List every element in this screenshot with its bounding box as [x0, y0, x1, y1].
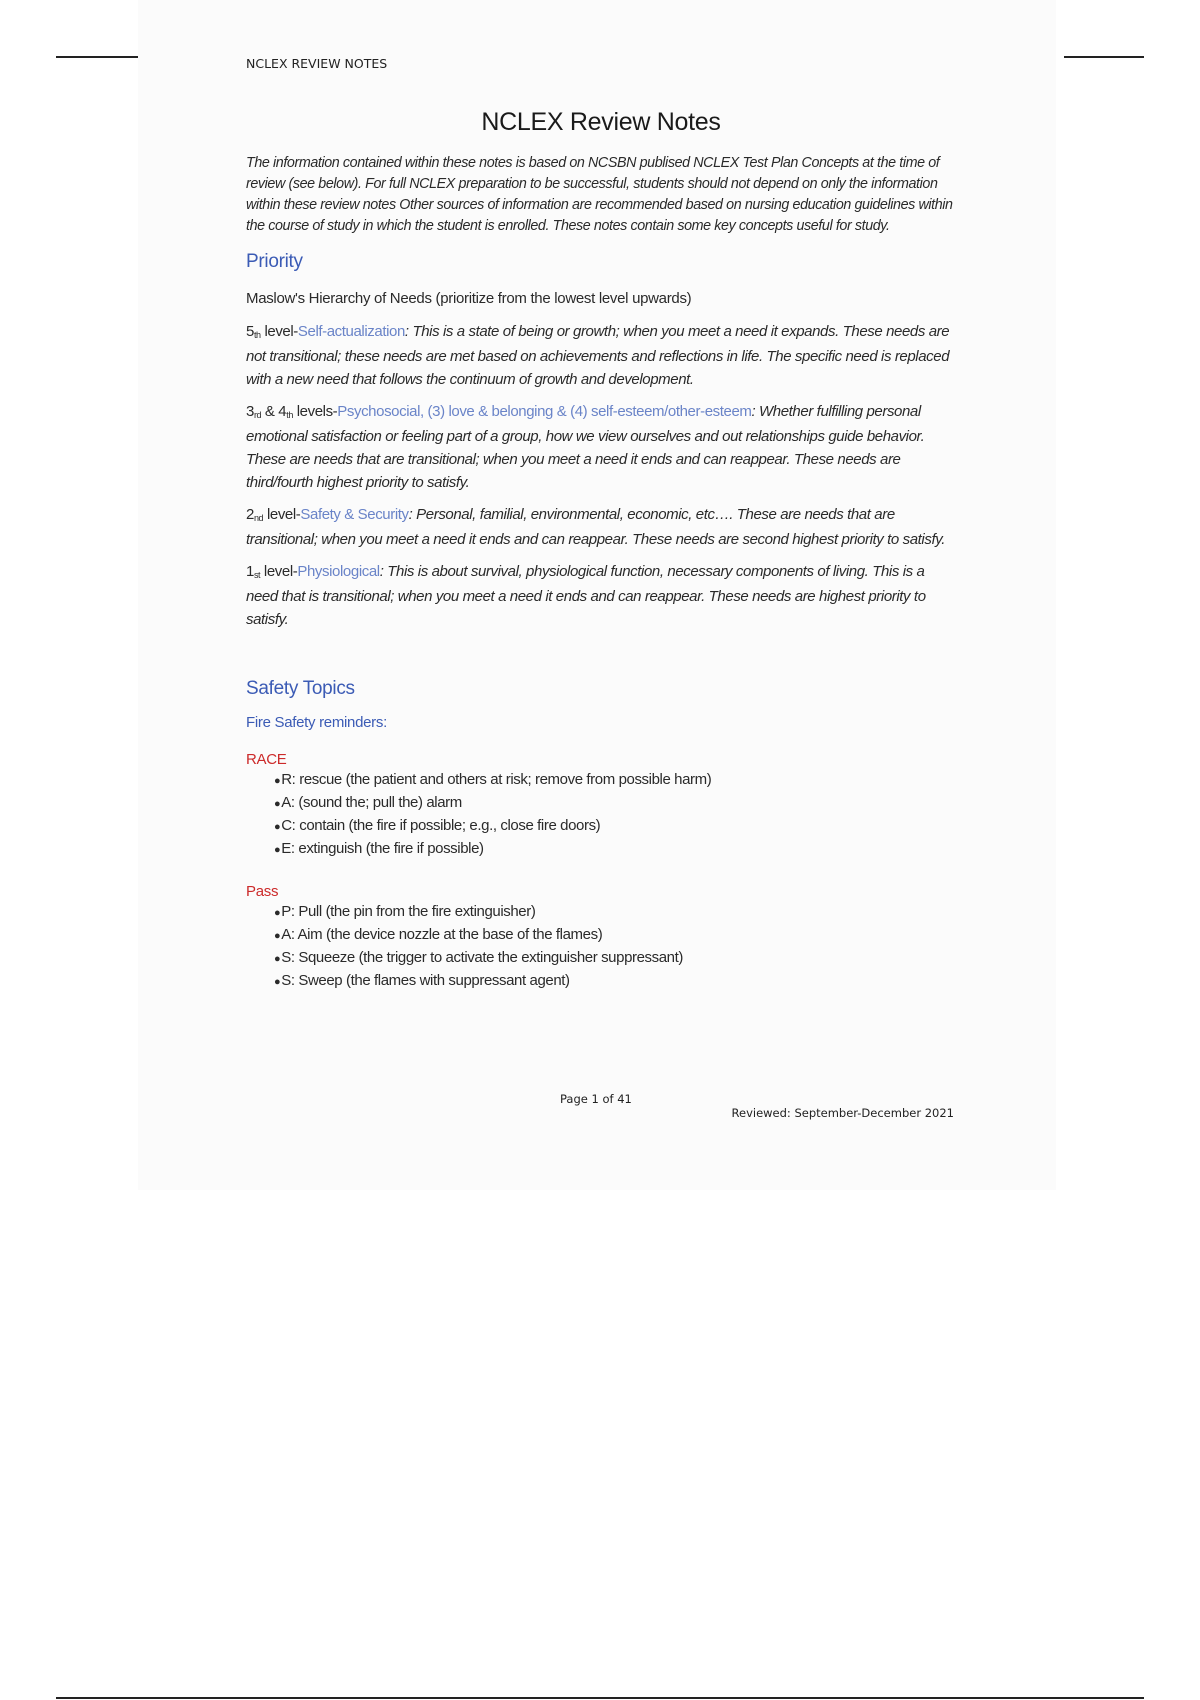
level-name: Self-actualization — [297, 323, 405, 340]
page-number: Page 1 of 41 — [560, 1092, 632, 1106]
level-2: 2nd level-Safety & Security: Personal, familial, environmental, economic, etc…. These are needs that are transitional; when you meet a need it ends and can reappear. These needs are second highest priority to satisfy. — [246, 506, 945, 548]
list-item: ●S: Squeeze (the trigger to activate the extinguisher suppressant) — [274, 949, 683, 966]
header-rule-right — [1064, 56, 1144, 58]
maslow-line: Maslow's Hierarchy of Needs (prioritize from the lowest level upwards) — [246, 290, 692, 307]
document-body — [246, 104, 956, 993]
level-1: 1st level-Physiological: This is about survival, physiological function, necessary components of living. This is a need that is transitional; when you meet a need it ends and can reappear. These needs are highest priority to satisfy. — [246, 563, 926, 628]
list-item: ●C: contain (the fire if possible; e.g., close fire doors) — [274, 817, 601, 834]
reviewed-date: Reviewed: September-December 2021 — [731, 1106, 954, 1120]
list-item: ●R: rescue (the patient and others at risk; remove from possible harm) — [274, 771, 712, 788]
running-header: NCLEX REVIEW NOTES — [246, 56, 388, 71]
list-item: ●S: Sweep (the flames with suppressant agent) — [274, 972, 570, 989]
header-rule-left — [56, 56, 138, 58]
pass-list — [246, 901, 956, 993]
intro-paragraph: The information contained within these notes is based on NCSBN publised NCLEX Test Plan Concepts at the time of review (see below). For full NCLEX preparation to be successful, students should not depend on only the information within these review notes Other sources of information are recommended based on nursing education guidelines within the course of study in which the student is enrolled. These notes contain some key concepts useful for study. — [246, 155, 953, 234]
fire-safety-subheading: Fire Safety reminders: — [246, 714, 387, 731]
pass-label: Pass — [246, 883, 279, 900]
level-name: Physiological — [297, 563, 380, 580]
level-5: 5th level-Self-actualization: This is a state of being or growth; when you meet a need it expands. These needs are not transitional; these needs are met based on achievements and reflections in life. The specific need is replaced with a new need that follows the continuum of growth and development. — [246, 323, 950, 388]
level-name: Safety & Security — [300, 506, 409, 523]
list-item: ●A: Aim (the device nozzle at the base of the flames) — [274, 926, 603, 943]
level-3-4: 3rd & 4th levels-Psychosocial, (3) love & belonging & (4) self-esteem/other-esteem: Whether fulfilling personal emotional satisfaction or feeling part of a group, how we view ourselves and out relationships guide behavior. These are needs that are transitional; when you meet a need it ends and can reappear. These needs are third/fourth highest priority to satisfy. — [246, 403, 925, 491]
footer-rule — [56, 1697, 1144, 1699]
level-name: Psychosocial, (3) love & belonging & (4) self-esteem/other-esteem — [337, 403, 752, 420]
race-list — [246, 769, 956, 861]
page-title: NCLEX Review Notes — [481, 108, 721, 136]
priority-heading: Priority — [246, 251, 303, 272]
race-label: RACE — [246, 751, 287, 768]
list-item: ●P: Pull (the pin from the fire extinguisher) — [274, 903, 536, 920]
list-item: ●A: (sound the; pull the) alarm — [274, 794, 462, 811]
safety-heading: Safety Topics — [246, 678, 355, 699]
list-item: ●E: extinguish (the fire if possible) — [274, 840, 484, 857]
